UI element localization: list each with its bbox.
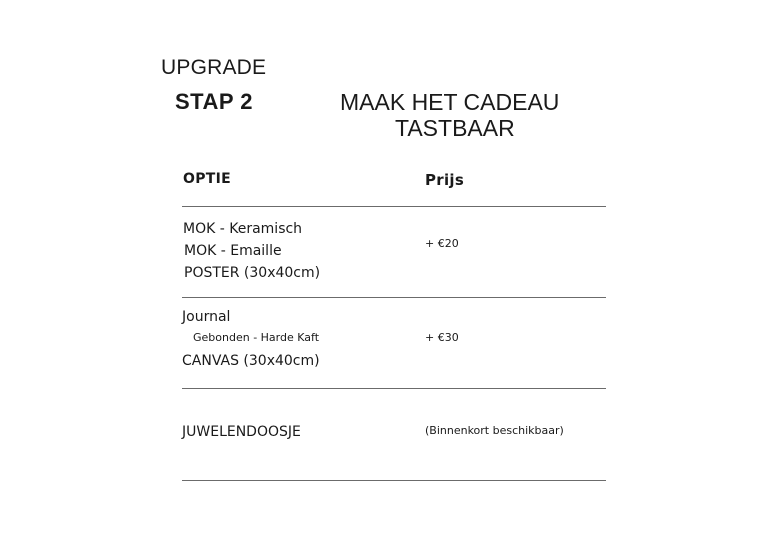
option-poster: POSTER (30x40cm) [184, 265, 321, 281]
divider [182, 388, 606, 389]
option-mok-emaille: MOK - Emaille [184, 243, 282, 259]
title-line-1: MAAK HET CADEAU [340, 89, 560, 115]
page-title [340, 89, 580, 141]
option-journal-gebonden: Gebonden - Harde Kaft [193, 331, 320, 344]
step-label: STAP 2 [175, 89, 253, 114]
option-journal: Journal [182, 309, 231, 325]
price-group-2: + €30 [425, 331, 459, 344]
divider [182, 206, 606, 207]
price-group-1: + €20 [425, 237, 459, 250]
column-header-price: Prijs [425, 171, 465, 189]
divider [182, 480, 606, 481]
upgrade-label: UPGRADE [161, 56, 267, 79]
divider [182, 297, 606, 298]
option-juwelendoosje: JUWELENDOOSJE [182, 424, 301, 440]
column-header-option: OPTIE [183, 171, 231, 187]
title-line-2: TASTBAAR [395, 115, 515, 141]
option-mok-keramisch: MOK - Keramisch [183, 221, 303, 237]
price-group-3: (Binnenkort beschikbaar) [425, 424, 564, 437]
option-canvas: CANVAS (30x40cm) [182, 353, 320, 369]
